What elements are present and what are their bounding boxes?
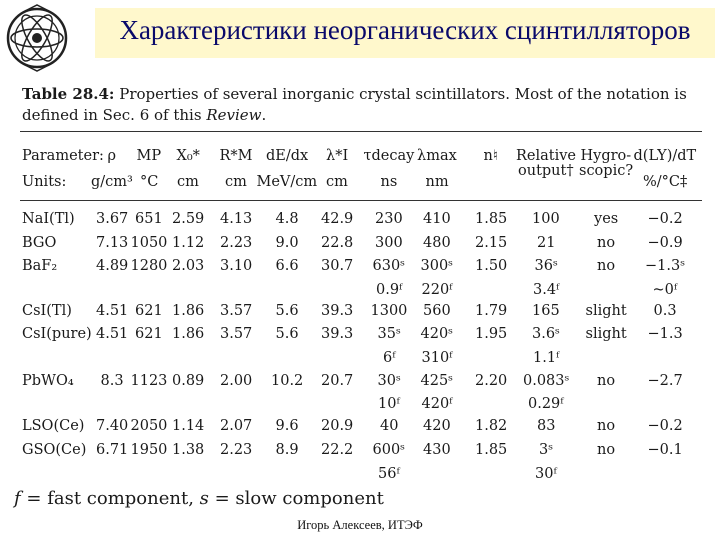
table-cell: 1.95 [475, 326, 508, 342]
table-cell: 2050 [130, 418, 168, 434]
table-cell: 20.7 [321, 373, 354, 389]
units-cell: %/°C‡ [643, 174, 688, 190]
table-cell: 621 [135, 326, 163, 342]
header-cell: R*M [219, 148, 253, 164]
table-cell: 42.9 [321, 211, 354, 227]
caption-label: Table 28.4: [22, 85, 115, 103]
header-cell: d(LY)/dT [633, 148, 697, 164]
table-cell: 651 [135, 211, 163, 227]
table-cell: 1050 [130, 235, 168, 251]
table-cell: 4.51 [96, 326, 129, 342]
table-cell: 10ᶠ [378, 396, 400, 412]
table-cell: 0.083ˢ [523, 373, 570, 389]
table-cell: no [597, 418, 616, 434]
table-cell: 100 [532, 211, 560, 227]
units-cell: cm [177, 174, 199, 190]
caption-text-2c: . [261, 106, 267, 124]
footnote [14, 488, 384, 509]
table-cell: 39.3 [321, 326, 354, 342]
table-cell: 1.79 [475, 303, 508, 319]
table-cell: 6.6 [275, 258, 299, 274]
header-cell: n♮ [483, 148, 499, 164]
crystal-name-cell: PbWO₄ [22, 373, 74, 389]
table-cell: 4.51 [96, 303, 129, 319]
caption-text-1: Properties of several inorganic crystal scintillators. Most of the notation is [114, 85, 687, 103]
table-cell: 0.89 [172, 373, 205, 389]
table-cell: 83 [537, 418, 556, 434]
header-cell: scopic? [579, 163, 634, 179]
units-cell: Units: [22, 174, 67, 190]
units-cell: ns [380, 174, 398, 190]
table-cell: no [597, 235, 616, 251]
table-cell: 2.23 [220, 235, 253, 251]
caption-text-2b: Review [206, 106, 262, 124]
table-cell: −2.7 [647, 373, 683, 389]
table-cell: 3.57 [220, 326, 253, 342]
header-cell: τdecay [363, 148, 415, 164]
footnote-f-symbol: f [14, 488, 21, 509]
table-cell: 36ˢ [534, 258, 558, 274]
crystal-name-cell: GSO(Ce) [22, 442, 87, 458]
table-cell: −0.1 [647, 442, 683, 458]
table-cell: 3.10 [220, 258, 253, 274]
table-cell: 21 [537, 235, 556, 251]
crystal-name-cell: BaF₂ [22, 258, 58, 274]
table-cell: 2.03 [172, 258, 205, 274]
table-cell: 300 [375, 235, 403, 251]
table-cell: 220ᶠ [421, 282, 453, 298]
table-cell: 10.2 [271, 373, 304, 389]
header-cell: λmax [417, 148, 457, 164]
table-cell: 300ˢ [420, 258, 454, 274]
header-cell: Hygro- [580, 148, 632, 164]
footnote-s-symbol: s [199, 488, 209, 509]
table-cell: 230 [375, 211, 403, 227]
table-cell: 480 [423, 235, 451, 251]
table-cell: 1.14 [172, 418, 205, 434]
units-cell: °C [140, 174, 159, 190]
table-cell: 9.6 [275, 418, 299, 434]
table-cell: 2.23 [220, 442, 253, 458]
footnote-s-text: = slow component [208, 488, 384, 509]
table-cell: 2.59 [172, 211, 205, 227]
table-cell: −0.9 [647, 235, 683, 251]
table-cell: −0.2 [647, 211, 683, 227]
table-cell: 5.6 [275, 326, 299, 342]
table-cell: 5.6 [275, 303, 299, 319]
header-cell: X₀* [176, 148, 200, 164]
table-cell: 20.9 [321, 418, 354, 434]
table-cell: 2.15 [475, 235, 508, 251]
table-cell: 0.29ᶠ [528, 396, 564, 412]
table-cell: 1.86 [172, 303, 205, 319]
table-cell: 30.7 [321, 258, 354, 274]
table-cell: 35ˢ [377, 326, 401, 342]
crystal-name-cell: BGO [22, 235, 57, 251]
header-cell: Relative [516, 148, 577, 164]
table-cell: 1950 [130, 442, 168, 458]
table-cell: −1.3ˢ [645, 258, 686, 274]
table-cell: 4.13 [220, 211, 253, 227]
crystal-name-cell: LSO(Ce) [22, 418, 85, 434]
table-cell: no [597, 442, 616, 458]
table-cell: no [597, 258, 616, 274]
table-cell: 39.3 [321, 303, 354, 319]
table-cell: slight [585, 326, 627, 342]
table-cell: 1123 [130, 373, 168, 389]
table-cell: 165 [532, 303, 560, 319]
table-cell: 1.86 [172, 326, 205, 342]
table-cell: 4.89 [96, 258, 129, 274]
table-cell: 2.00 [220, 373, 253, 389]
crystal-name-cell: CsI(Tl) [22, 303, 72, 319]
crystal-name-cell: NaI(Tl) [22, 211, 75, 227]
table-cell: 425ˢ [420, 373, 454, 389]
table-cell: 6.71 [96, 442, 129, 458]
units-cell: cm [225, 174, 247, 190]
table-cell: 310ᶠ [421, 350, 453, 366]
table-cell: 30ˢ [377, 373, 401, 389]
table-cell: 1.85 [475, 211, 508, 227]
table-cell: 6ᶠ [383, 350, 396, 366]
table-header-rule [20, 200, 702, 201]
table-cell: 1.12 [172, 235, 205, 251]
slide-title: Характеристики неорганических сцинтилляторов [119, 15, 691, 45]
table-cell: 40 [380, 418, 399, 434]
table-cell: ~0ᶠ [652, 282, 678, 298]
table-cell: −0.2 [647, 418, 683, 434]
table-cell: 430 [423, 442, 451, 458]
table-cell: 1300 [370, 303, 408, 319]
table-cell: 4.8 [275, 211, 299, 227]
table-cell: 1.1ᶠ [533, 350, 560, 366]
table-cell: no [597, 373, 616, 389]
table-cell: 3.4ᶠ [533, 282, 560, 298]
units-cell: nm [425, 174, 449, 190]
table-cell: 410 [423, 211, 451, 227]
table-cell: 22.2 [321, 442, 354, 458]
author-footer: Игорь Алексеев, ИТЭФ [297, 518, 423, 532]
table-cell: 420 [423, 418, 451, 434]
table-cell: 30ᶠ [535, 466, 557, 482]
table-cell: 8.9 [275, 442, 299, 458]
table-cell: 56ᶠ [378, 466, 400, 482]
table-cell: slight [585, 303, 627, 319]
table-cell: 600ˢ [372, 442, 406, 458]
table-cell: 1.85 [475, 442, 508, 458]
table-cell: 7.40 [96, 418, 129, 434]
table-cell: 1.82 [475, 418, 508, 434]
table-cell: 560 [423, 303, 451, 319]
header-cell: dE/dx [266, 148, 309, 164]
institute-logo-icon [5, 3, 69, 73]
caption-text-2a: defined in Sec. 6 of this [22, 106, 207, 124]
title-banner [95, 8, 715, 58]
table-cell: 8.3 [100, 373, 124, 389]
table-cell: 22.8 [321, 235, 354, 251]
table-cell: yes [594, 211, 619, 227]
table-cell: 3.57 [220, 303, 253, 319]
header-cell: output† [518, 163, 574, 179]
table-cell: 9.0 [275, 235, 299, 251]
table-cell: 2.07 [220, 418, 253, 434]
table-cell: 0.3 [653, 303, 677, 319]
table-cell: 621 [135, 303, 163, 319]
table-cell: 7.13 [96, 235, 129, 251]
table-cell: 1.50 [475, 258, 508, 274]
table-cell: 1.38 [172, 442, 205, 458]
units-cell: cm [326, 174, 348, 190]
header-cell: ρ [107, 148, 117, 164]
table-cell: 3.6ˢ [532, 326, 560, 342]
table-cell: 3ˢ [539, 442, 554, 458]
table-top-rule [20, 131, 702, 132]
table-caption [22, 84, 702, 126]
header-cell: Parameter: [22, 148, 104, 164]
table-cell: 3.67 [96, 211, 129, 227]
table-cell: 0.9ᶠ [376, 282, 403, 298]
table-cell: 2.20 [475, 373, 508, 389]
footnote-f-text: = fast component, [20, 488, 200, 509]
crystal-name-cell: CsI(pure) [22, 326, 92, 342]
units-cell: g/cm³ [91, 174, 133, 190]
header-cell: λ*I [326, 148, 349, 164]
header-cell: MP [136, 148, 162, 164]
table-cell: 420ᶠ [421, 396, 453, 412]
table-cell: −1.3 [647, 326, 683, 342]
units-cell: MeV/cm [256, 174, 318, 190]
table-cell: 630ˢ [372, 258, 406, 274]
table-cell: 1280 [130, 258, 168, 274]
table-cell: 420ˢ [420, 326, 454, 342]
